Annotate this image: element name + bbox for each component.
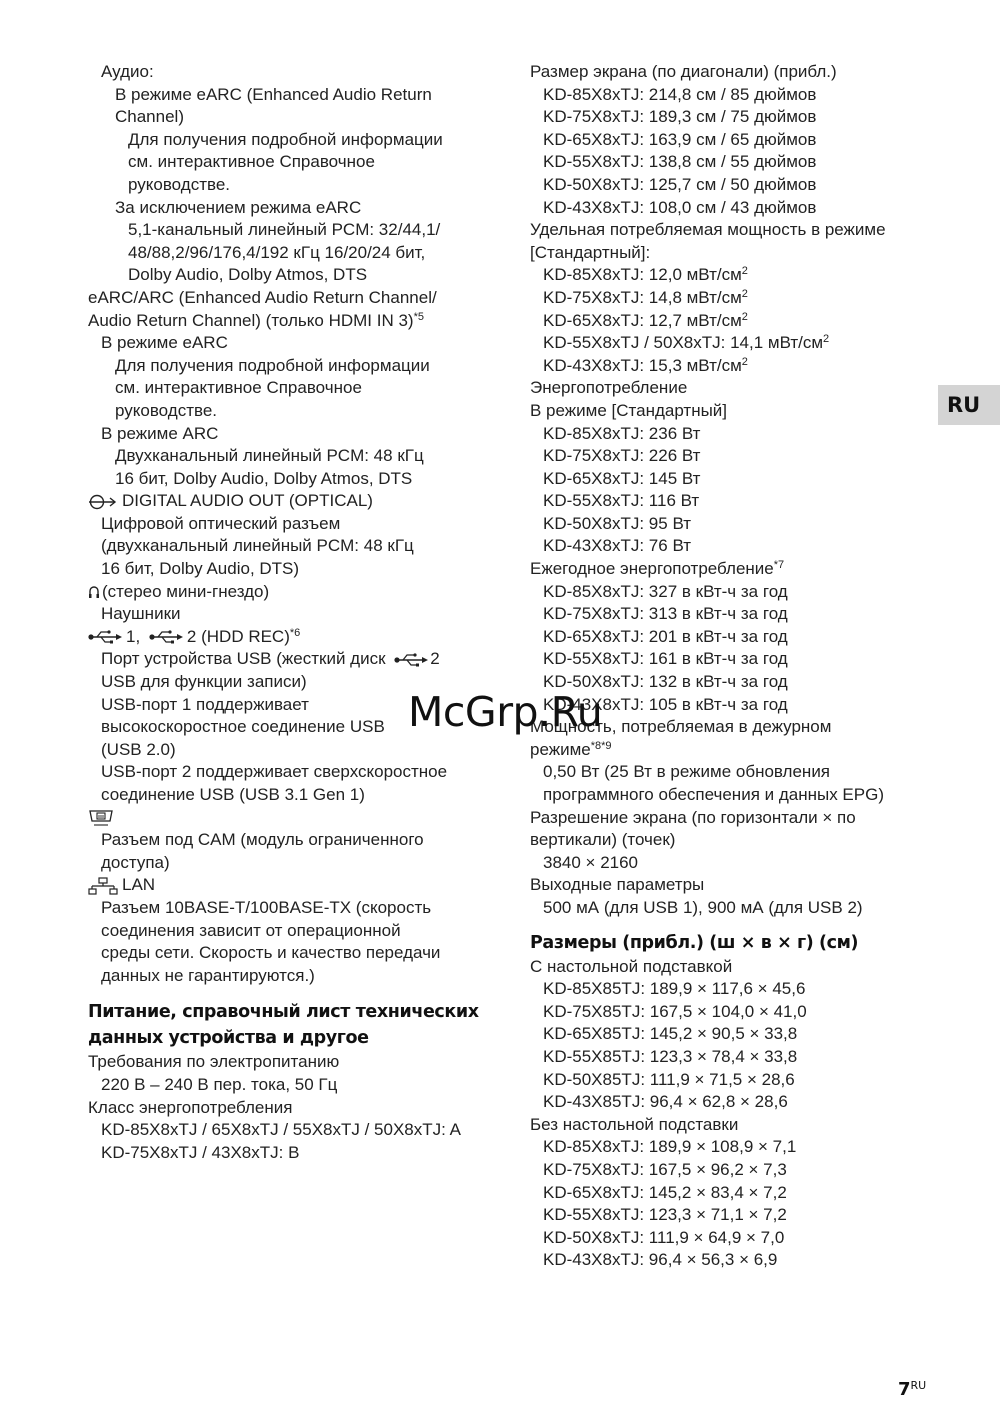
standby-val-2: программного обеспечения и данных EPG): [543, 785, 884, 804]
except-earc-2: 48/88,2/96/176,4/192 кГц 16/20/24 бит,: [128, 242, 426, 262]
cam-2: доступа): [101, 852, 170, 872]
arc-mode: В режиме ARC: [101, 423, 219, 443]
cam-slot-icon: [88, 808, 114, 828]
earc-info-3: руководстве.: [128, 174, 230, 194]
specific-power-item: [530, 332, 930, 355]
lan-title-row: [88, 874, 498, 897]
usb-ss-1: USB-порт 2 поддерживает сверхскоростное: [101, 762, 448, 782]
with-stand-item: KD-75X85TJ: 167,5 × 104,0 × 41,0: [543, 1001, 807, 1021]
optical-out-icon: [88, 494, 118, 510]
arc-info-2: см. интерактивное Справочное: [115, 378, 362, 398]
standby-val-1: 0,50 Вт (25 Вт в режиме обновления: [543, 762, 831, 782]
annual-item: KD-75X8xTJ: 313 в кВт-ч за год: [543, 604, 788, 624]
usb-port-1-text: Порт устройства USB (жесткий диск: [101, 649, 386, 669]
specific-power-text: KD-43X8xTJ: 15,3 мВт/см: [543, 355, 742, 375]
without-stand-item: KD-50X8xTJ: 111,9 × 64,9 × 7,0: [543, 1227, 785, 1247]
usb-number-1: 1,: [126, 626, 141, 646]
except-earc-label: За исключением режима eARC: [115, 197, 362, 217]
annual-footnote: *7: [773, 559, 785, 572]
specific-power-text: KD-55X8xTJ / 50X8xTJ: 14,1 мВт/см: [543, 333, 824, 353]
power-req: Требования по электропитанию: [88, 1052, 340, 1072]
with-stand-item: KD-43X85TJ: 96,4 × 62,8 × 28,6: [543, 1092, 788, 1112]
headphones-title: (стерео мини-гнездо): [102, 581, 270, 601]
energy-class-a: KD-85X8xTJ / 65X8xTJ / 55X8xTJ / 50X8xTJ: A: [101, 1120, 461, 1140]
specific-power-item: [530, 287, 930, 310]
resolution-title-2: вертикали) (точек): [530, 830, 676, 850]
output-value: 500 мА (для USB 1), 900 мА (для USB 2): [543, 897, 863, 917]
consumption-item: KD-65X8xTJ: 145 Вт: [543, 468, 701, 488]
page-number: [898, 1375, 926, 1402]
arc-title-2-text: Audio Return Channel) (только HDMI IN 3): [88, 310, 414, 330]
arc-footnote: *5: [413, 310, 424, 323]
without-stand-title: Без настольной подставки: [530, 1114, 739, 1134]
usb-footnote: *6: [289, 626, 301, 639]
optical-1: Цифровой оптический разъем: [101, 513, 341, 533]
specific-power-item: [530, 355, 930, 378]
with-stand-item: KD-50X85TJ: 111,9 × 71,5 × 28,6: [543, 1069, 795, 1089]
headphones-row: [88, 581, 498, 604]
lan-2: соединения зависит от операционной: [101, 920, 401, 940]
optical-2: (двухканальный линейный PCM: 48 кГц: [101, 536, 414, 556]
screen-size-item: KD-50X8xTJ: 125,7 см / 50 дюймов: [543, 174, 817, 194]
specific-power-text: KD-85X8xTJ: 12,0 мВт/см: [543, 265, 742, 285]
specific-power-title-1: Удельная потребляемая мощность в режиме: [530, 220, 886, 240]
usb-hs-3: (USB 2.0): [101, 739, 176, 759]
annual-item: KD-85X8xTJ: 327 в кВт-ч за год: [543, 581, 788, 601]
specific-power-text: KD-75X8xTJ: 14,8 мВт/см: [543, 287, 742, 307]
specific-power-item: [530, 310, 930, 333]
usb-number-2: 2 (HDD REC): [186, 626, 290, 646]
arc-info-3: руководстве.: [115, 400, 217, 420]
power-req-val: 220 В – 240 В пер. тока, 50 Гц: [101, 1074, 338, 1094]
standby-title-2-text: режиме: [530, 739, 591, 759]
annual-title: [530, 558, 930, 581]
squared-sup: 2: [741, 287, 748, 300]
screen-size-title: Размер экрана (по диагонали) (прибл.): [530, 62, 837, 81]
power-heading-2: данных устройства и другое: [88, 1028, 369, 1049]
squared-sup: 2: [741, 355, 748, 368]
headphones-desc: Наушники: [101, 604, 181, 624]
arc-title-2: [88, 310, 498, 333]
screen-size-item: KD-85X8xTJ: 214,8 см / 85 дюймов: [543, 84, 817, 104]
usb-title-row: [88, 626, 498, 649]
with-stand-item: KD-65X85TJ: 145,2 × 90,5 × 33,8: [543, 1024, 798, 1044]
usb-port-1-number: 2: [430, 649, 440, 669]
standby-title-1: Мощность, потребляемая в дежурном: [530, 717, 832, 737]
lan-network-icon: [88, 877, 118, 895]
except-earc-1: 5,1-канальный линейный PCM: 32/44,1/: [128, 220, 441, 240]
language-tab: RU: [938, 385, 1000, 425]
arc-mode-2: 16 бит, Dolby Audio, Dolby Atmos, DTS: [115, 468, 413, 488]
without-stand-item: KD-65X8xTJ: 145,2 × 83,4 × 7,2: [543, 1182, 787, 1202]
lan-3: среды сети. Скорость и качество передачи: [101, 943, 441, 963]
screen-size-item: KD-75X8xTJ: 189,3 см / 75 дюймов: [543, 107, 817, 127]
dims-heading: Размеры (прибл.) (ш × в × г) (см): [530, 932, 859, 953]
earc-mode-label-2: Channel): [115, 107, 184, 127]
output-title: Выходные параметры: [530, 875, 705, 895]
energy-class-b: KD-75X8xTJ / 43X8xTJ: B: [101, 1142, 300, 1162]
arc-mode-1: Двухканальный линейный PCM: 48 кГц: [115, 446, 424, 466]
screen-size-item: KD-43X8xTJ: 108,0 см / 43 дюймов: [543, 197, 817, 217]
consumption-item: KD-85X8xTJ: 236 Вт: [543, 423, 701, 443]
standby-footnote: *8*9: [590, 739, 612, 752]
optical-3: 16 бит, Dolby Audio, DTS): [101, 559, 300, 579]
optical-title: DIGITAL AUDIO OUT (OPTICAL): [122, 491, 373, 511]
arc-earc-mode: В режиме eARC: [101, 333, 228, 353]
usb-hs-1: USB-порт 1 поддерживает: [101, 694, 309, 714]
with-stand-item: KD-85X85TJ: 189,9 × 117,6 × 45,6: [543, 979, 806, 999]
left-column: [88, 61, 498, 1164]
consumption-mode: В режиме [Стандартный]: [530, 400, 728, 420]
power-heading-1: Питание, справочный лист технических: [88, 1002, 479, 1023]
specific-power-item: [530, 264, 930, 287]
specific-power-title-2: [Стандартный]:: [530, 242, 651, 262]
specific-power-text: KD-65X8xTJ: 12,7 мВт/см: [543, 310, 742, 330]
squared-sup: 2: [823, 333, 830, 346]
page-number-suffix: RU: [910, 1379, 927, 1392]
earc-info-1: Для получения подробной информации: [128, 129, 443, 149]
cam-1: Разъем под CAM (модуль ограниченного: [101, 830, 424, 850]
usb-port-1: [88, 648, 498, 671]
cam-icon-row: [88, 807, 498, 830]
with-stand-item: KD-55X85TJ: 123,3 × 78,4 × 33,8: [543, 1046, 798, 1066]
consumption-item: KD-50X8xTJ: 95 Вт: [543, 513, 692, 533]
screen-size-item: KD-55X8xTJ: 138,8 см / 55 дюймов: [543, 152, 817, 172]
usb-icon: [149, 630, 183, 644]
squared-sup: 2: [741, 265, 748, 278]
optical-title-row: [88, 490, 498, 513]
annual-item: KD-50X8xTJ: 132 в кВт-ч за год: [543, 672, 788, 692]
lan-1: Разъем 10BASE-T/100BASE-TX (скорость: [101, 897, 432, 917]
screen-size-item: KD-65X8xTJ: 163,9 см / 65 дюймов: [543, 129, 817, 149]
consumption-title: Энергопотребление: [530, 378, 688, 398]
lan-4: данных не гарантируются.): [101, 965, 315, 985]
lan-title: LAN: [122, 875, 156, 895]
consumption-item: KD-75X8xTJ: 226 Вт: [543, 446, 701, 466]
annual-item: KD-65X8xTJ: 201 в кВт-ч за год: [543, 626, 788, 646]
watermark: McGrp.Ru: [408, 688, 603, 736]
without-stand-item: KD-55X8xTJ: 123,3 × 71,1 × 7,2: [543, 1205, 787, 1225]
standby-title-2: [530, 739, 930, 762]
usb-ss-2: соединение USB (USB 3.1 Gen 1): [101, 785, 365, 804]
page-number-value: 7: [898, 1379, 911, 1400]
usb-port-2: USB для функции записи): [101, 672, 307, 692]
squared-sup: 2: [741, 310, 748, 323]
with-stand-title: С настольной подставкой: [530, 956, 733, 976]
resolution-value: 3840 × 2160: [543, 852, 639, 872]
usb-icon: [88, 630, 122, 644]
resolution-title-1: Разрешение экрана (по горизонтали × по: [530, 807, 856, 827]
arc-title-1: eARC/ARC (Enhanced Audio Return Channel/: [88, 287, 437, 307]
without-stand-item: KD-43X8xTJ: 96,4 × 56,3 × 6,9: [543, 1250, 778, 1270]
consumption-item: KD-55X8xTJ: 116 Вт: [543, 491, 700, 511]
headphones-icon: [88, 584, 100, 600]
earc-info-2: см. интерактивное Справочное: [128, 152, 375, 172]
arc-info-1: Для получения подробной информации: [115, 355, 430, 375]
audio-label: Аудио:: [101, 62, 154, 81]
except-earc-3: Dolby Audio, Dolby Atmos, DTS: [128, 265, 368, 285]
consumption-item: KD-43X8xTJ: 76 Вт: [543, 536, 692, 556]
energy-class: Класс энергопотребления: [88, 1097, 293, 1117]
usb-icon: [394, 653, 428, 667]
annual-item: KD-43X8xTJ: 105 в кВт-ч за год: [543, 694, 788, 714]
earc-mode-label: В режиме eARC (Enhanced Audio Return: [115, 84, 432, 104]
usb-hs-2: высокоскоростное соединение USB: [101, 717, 385, 737]
without-stand-item: KD-85X8xTJ: 189,9 × 108,9 × 7,1: [543, 1137, 797, 1157]
annual-title-text: Ежегодное энергопотребление: [530, 559, 774, 579]
right-column: [530, 61, 930, 1272]
annual-item: KD-55X8xTJ: 161 в кВт-ч за год: [543, 649, 788, 669]
without-stand-item: KD-75X8xTJ: 167,5 × 96,2 × 7,3: [543, 1159, 787, 1179]
